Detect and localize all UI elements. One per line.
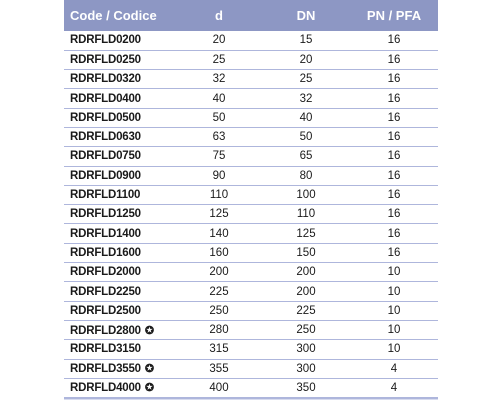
cell-pn: 16 (350, 205, 438, 224)
cell-dn: 250 (262, 320, 350, 339)
special-mark-icon: ✪ (144, 324, 154, 337)
cell-code (64, 89, 176, 108)
cell-dn: 300 (262, 359, 350, 378)
cell-d: 250 (176, 301, 262, 320)
table-row (64, 359, 438, 378)
column-header-dn: DN (296, 8, 316, 23)
cell-dn: 200 (262, 282, 350, 301)
cell-pn: 16 (350, 50, 438, 69)
cell-pn: 4 (350, 359, 438, 378)
cell-code (64, 185, 176, 204)
cell-code (64, 301, 176, 320)
table-row (64, 147, 438, 166)
cell-dn: 20 (262, 50, 350, 69)
cell-pn: 16 (350, 108, 438, 127)
table-row (64, 282, 438, 301)
cell-d: 40 (176, 89, 262, 108)
cell-pn: 16 (350, 89, 438, 108)
special-mark-icon: ✪ (144, 363, 154, 376)
table-row (64, 320, 438, 339)
cell-d: 355 (176, 359, 262, 378)
product-code: RDRFLD2250 (70, 285, 141, 298)
cell-dn: 300 (262, 340, 350, 359)
product-code: RDRFLD3150 (70, 343, 141, 356)
cell-dn: 125 (262, 224, 350, 243)
special-mark-icon: ✪ (144, 382, 154, 395)
table-row (64, 166, 438, 185)
product-code: RDRFLD2500 (70, 304, 141, 317)
cell-d: 63 (176, 127, 262, 146)
cell-dn: 350 (262, 378, 350, 397)
product-code: RDRFLD0400 (70, 92, 141, 105)
product-table-container (64, 0, 438, 400)
cell-d: 25 (176, 50, 262, 69)
table-row (64, 185, 438, 204)
cell-code (64, 282, 176, 301)
cell-pn: 16 (350, 224, 438, 243)
cell-code (64, 108, 176, 127)
cell-code (64, 378, 176, 397)
cell-dn: 110 (262, 205, 350, 224)
cell-pn: 4 (350, 378, 438, 397)
product-code: RDRFLD0900 (70, 169, 141, 182)
cell-d: 50 (176, 108, 262, 127)
product-code: RDRFLD1600 (70, 246, 141, 259)
table-row (64, 263, 438, 282)
cell-code (64, 340, 176, 359)
product-code: RDRFLD1400 (70, 227, 141, 240)
cell-dn: 32 (262, 89, 350, 108)
cell-d: 140 (176, 224, 262, 243)
product-code: RDRFLD1250 (70, 208, 141, 221)
cell-dn: 150 (262, 243, 350, 262)
table-row (64, 224, 438, 243)
cell-pn: 16 (350, 127, 438, 146)
table-row (64, 127, 438, 146)
product-code: RDRFLD0200 (70, 34, 141, 47)
cell-dn: 40 (262, 108, 350, 127)
column-header-pn: PN / PFA (366, 8, 422, 23)
cell-d: 90 (176, 166, 262, 185)
cell-code (64, 127, 176, 146)
cell-d: 200 (176, 263, 262, 282)
table-row (64, 70, 438, 89)
cell-dn: 200 (262, 263, 350, 282)
cell-dn: 25 (262, 70, 350, 89)
cell-code (64, 166, 176, 185)
table-header (64, 0, 438, 31)
cell-d: 32 (176, 70, 262, 89)
cell-pn: 10 (350, 263, 438, 282)
product-code: RDRFLD0500 (70, 111, 141, 124)
table-row (64, 301, 438, 320)
product-table (64, 0, 438, 398)
cell-code (64, 147, 176, 166)
table-row (64, 378, 438, 397)
cell-d: 225 (176, 282, 262, 301)
table-body (64, 31, 438, 398)
cell-pn: 10 (350, 340, 438, 359)
cell-dn: 100 (262, 185, 350, 204)
cell-dn: 50 (262, 127, 350, 146)
product-code: RDRFLD0320 (70, 73, 141, 86)
cell-pn: 16 (350, 31, 438, 50)
cell-dn: 80 (262, 166, 350, 185)
cell-d: 160 (176, 243, 262, 262)
product-code: RDRFLD2000 (70, 266, 141, 279)
cell-d: 280 (176, 320, 262, 339)
table-row (64, 205, 438, 224)
cell-d: 110 (176, 185, 262, 204)
cell-pn: 16 (350, 147, 438, 166)
cell-d: 315 (176, 340, 262, 359)
table-row (64, 31, 438, 50)
table-row (64, 108, 438, 127)
cell-code (64, 359, 176, 378)
cell-dn: 225 (262, 301, 350, 320)
cell-pn: 10 (350, 282, 438, 301)
cell-d: 125 (176, 205, 262, 224)
cell-pn: 16 (350, 70, 438, 89)
cell-dn: 15 (262, 31, 350, 50)
table-row (64, 243, 438, 262)
cell-code (64, 50, 176, 69)
cell-pn: 10 (350, 301, 438, 320)
product-code: RDRFLD4000 (70, 382, 141, 395)
cell-code (64, 243, 176, 262)
product-code: RDRFLD0750 (70, 150, 141, 163)
column-header-d: d (215, 8, 223, 23)
cell-dn: 65 (262, 147, 350, 166)
cell-code (64, 70, 176, 89)
product-code: RDRFLD0250 (70, 53, 141, 66)
cell-d: 75 (176, 147, 262, 166)
product-code: RDRFLD2800 (70, 324, 141, 337)
cell-code (64, 224, 176, 243)
cell-pn: 16 (350, 243, 438, 262)
cell-d: 400 (176, 378, 262, 397)
column-header-code: Code / Codice (70, 8, 157, 23)
cell-pn: 10 (350, 320, 438, 339)
cell-d: 20 (176, 31, 262, 50)
table-row (64, 50, 438, 69)
product-code: RDRFLD1100 (70, 189, 141, 202)
cell-code (64, 31, 176, 50)
cell-pn: 16 (350, 166, 438, 185)
table-row (64, 89, 438, 108)
table-row (64, 340, 438, 359)
cell-code (64, 320, 176, 339)
cell-code (64, 263, 176, 282)
cell-code (64, 205, 176, 224)
cell-pn: 16 (350, 185, 438, 204)
product-code: RDRFLD3550 (70, 363, 141, 376)
product-code: RDRFLD0630 (70, 131, 141, 144)
header-row (64, 0, 438, 31)
